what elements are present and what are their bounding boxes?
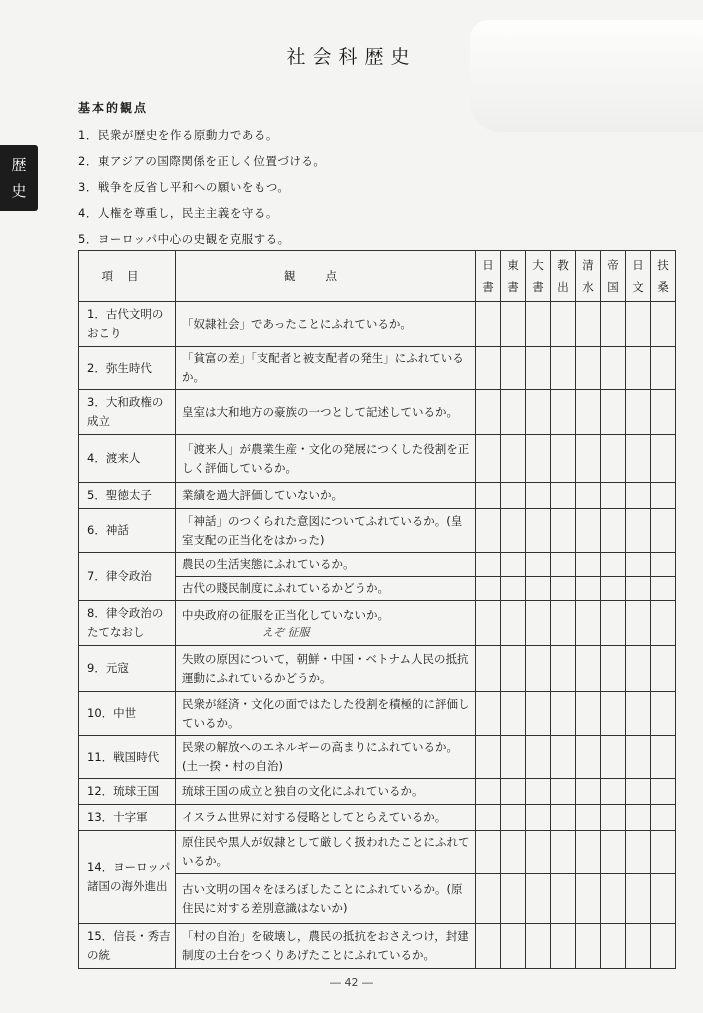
publisher-check-cell [551, 601, 576, 646]
publisher-check-cell [476, 347, 501, 390]
publisher-check-cell [651, 692, 676, 736]
publisher-check-cell [526, 924, 551, 969]
table-row [79, 924, 676, 969]
publisher-check-cell [651, 347, 676, 390]
publisher-check-cell [601, 483, 626, 509]
viewpoint-text: 民衆が経済・文化の面ではたした役割を積極的に評価しているか。 [182, 696, 470, 730]
row-viewpoint-cell [176, 347, 476, 390]
publisher-check-cell [526, 646, 551, 692]
table-row [79, 646, 676, 692]
publisher-check-cell [601, 435, 626, 483]
publisher-check-cell [476, 601, 501, 646]
side-tab-char-2: 史 [11, 182, 27, 200]
publisher-check-cell [476, 779, 501, 805]
publisher-check-cell [601, 509, 626, 553]
principle-item: 3．戦争を反省し平和への願いをもつ。 [78, 180, 290, 194]
publisher-check-cell [626, 805, 651, 831]
publisher-check-cell [551, 692, 576, 736]
row-item-cell: 6．神話 [79, 509, 176, 553]
publisher-check-cell [576, 347, 601, 390]
publisher-check-cell [626, 435, 651, 483]
viewpoint-text: 民衆の解放へのエネルギーの高まりにふれているか。(土一揆・村の自治) [182, 740, 458, 773]
publisher-check-cell [551, 646, 576, 692]
header-publisher: 扶 桑 [651, 251, 676, 302]
publisher-check-cell [651, 646, 676, 692]
publisher-check-cell [551, 924, 576, 969]
publisher-check-cell [651, 924, 676, 969]
table-row [79, 553, 676, 577]
row-item-cell: 9．元寇 [79, 646, 176, 692]
row-viewpoint-cell [176, 390, 476, 435]
publisher-check-cell [476, 577, 501, 601]
publisher-check-cell [501, 302, 526, 347]
row-item-cell: 8．律令政治のたてなおし [79, 601, 176, 646]
publisher-check-cell [651, 553, 676, 577]
publisher-check-cell [601, 347, 626, 390]
publisher-check-cell [551, 509, 576, 553]
publisher-check-cell [651, 435, 676, 483]
publisher-check-cell [601, 646, 626, 692]
publisher-check-cell [476, 483, 501, 509]
publisher-check-cell [626, 736, 651, 779]
publisher-check-cell [601, 577, 626, 601]
row-viewpoint-cell [176, 302, 476, 347]
row-item-cell: 1．古代文明のおこり [79, 302, 176, 347]
publisher-check-cell [526, 302, 551, 347]
publisher-check-cell [601, 601, 626, 646]
publisher-check-cell [526, 390, 551, 435]
header-publisher: 東 書 [501, 251, 526, 302]
viewpoint-text: 「神話」のつくられた意図についてふれているか。(皇室支配の正当化をはかった) [182, 513, 463, 547]
publisher-check-cell [651, 577, 676, 601]
row-item-cell: 13．十字軍 [79, 805, 176, 831]
publisher-check-cell [626, 924, 651, 969]
publisher-check-cell [626, 692, 651, 736]
publisher-check-cell [476, 646, 501, 692]
publisher-check-cell [576, 601, 601, 646]
publisher-check-cell [601, 831, 626, 874]
publisher-check-cell [626, 509, 651, 553]
publisher-check-cell [626, 553, 651, 577]
publisher-check-cell [576, 779, 601, 805]
header-publisher: 日 書 [476, 251, 501, 302]
viewpoint-text: 「村の自治」を破壊し，農民の抵抗をおさえつけ，封建制度の土台をつくりあげたことにふれているか。 [182, 929, 469, 962]
publisher-check-cell [476, 805, 501, 831]
header-publisher: 清 水 [576, 251, 601, 302]
publisher-check-cell [576, 831, 601, 874]
viewpoints-table [78, 250, 676, 969]
publisher-check-cell [601, 692, 626, 736]
publisher-check-cell [526, 805, 551, 831]
publisher-check-cell [651, 736, 676, 779]
row-viewpoint-cell [176, 646, 476, 692]
publisher-check-cell [476, 302, 501, 347]
publisher-check-cell [576, 509, 601, 553]
row-viewpoint-cell [176, 692, 476, 736]
viewpoint-text: 古い文明の国々をほろぼしたことにふれているか。(原住民に対する差別意識はないか) [182, 881, 463, 915]
table-row [79, 692, 676, 736]
publisher-check-cell [626, 302, 651, 347]
viewpoint-text: 古代の賤民制度にふれているかどうか。 [182, 581, 389, 595]
publisher-check-cell [501, 924, 526, 969]
header-item: 項目 [79, 251, 176, 302]
publisher-check-cell [601, 924, 626, 969]
table-row [79, 347, 676, 390]
viewpoint-text: 失敗の原因について，朝鮮・中国・ベトナム人民の抵抗運動にふれているかどうか。 [182, 651, 469, 685]
row-item-cell: 5．聖徳太子 [79, 483, 176, 509]
row-viewpoint-cell [176, 553, 476, 577]
publisher-check-cell [526, 577, 551, 601]
publisher-check-cell [501, 736, 526, 779]
publisher-check-cell [551, 347, 576, 390]
publisher-check-cell [601, 805, 626, 831]
table-row [79, 601, 676, 646]
publisher-check-cell [501, 779, 526, 805]
publisher-check-cell [526, 736, 551, 779]
publisher-check-cell [501, 646, 526, 692]
header-publisher: 日 文 [626, 251, 651, 302]
publisher-check-cell [651, 831, 676, 874]
publisher-check-cell [626, 483, 651, 509]
publisher-check-cell [526, 435, 551, 483]
publisher-check-cell [576, 874, 601, 924]
publisher-check-cell [576, 692, 601, 736]
publisher-check-cell [526, 779, 551, 805]
row-viewpoint-cell [176, 924, 476, 969]
header-publisher: 大 書 [526, 251, 551, 302]
publisher-check-cell [501, 483, 526, 509]
publisher-check-cell [551, 805, 576, 831]
publisher-check-cell [651, 805, 676, 831]
publisher-check-cell [551, 435, 576, 483]
publisher-check-cell [551, 577, 576, 601]
viewpoint-text: イスラム世界に対する侵略としてとらえているか。 [182, 810, 447, 824]
row-item-cell: 10．中世 [79, 692, 176, 736]
publisher-check-cell [476, 874, 501, 924]
page-number: ― 42 ― [330, 976, 373, 989]
publisher-check-cell [576, 302, 601, 347]
row-item-cell: 4．渡来人 [79, 435, 176, 483]
publisher-check-cell [551, 831, 576, 874]
publisher-check-cell [626, 577, 651, 601]
row-viewpoint-cell [176, 779, 476, 805]
publisher-check-cell [501, 509, 526, 553]
side-tab-char-1: 歴 [11, 156, 27, 174]
subject-side-tab [0, 145, 38, 211]
publisher-check-cell [476, 390, 501, 435]
table-row [79, 509, 676, 553]
publisher-check-cell [576, 390, 601, 435]
table-row [79, 779, 676, 805]
principle-item: 2．東アジアの国際関係を正しく位置づける。 [78, 154, 326, 168]
publisher-check-cell [551, 553, 576, 577]
publisher-check-cell [526, 831, 551, 874]
publisher-check-cell [476, 435, 501, 483]
row-item-cell: 14．ヨーロッパ諸国の海外進出 [79, 831, 176, 924]
table-row [79, 390, 676, 435]
handwritten-note: えぞ 征服 [262, 625, 310, 639]
viewpoint-text: 琉球王国の成立と独自の文化にふれているか。 [182, 784, 424, 798]
publisher-check-cell [576, 924, 601, 969]
publisher-check-cell [526, 509, 551, 553]
publisher-check-cell [576, 483, 601, 509]
publisher-check-cell [476, 553, 501, 577]
header-viewpoint: 観点 [176, 251, 476, 302]
publisher-check-cell [501, 347, 526, 390]
viewpoint-text: 「渡来人」が農業生産・文化の発展につくした役割を正しく評価しているか。 [182, 441, 470, 475]
publisher-check-cell [626, 601, 651, 646]
viewpoint-text: 業績を過大評価していないか。 [182, 488, 343, 502]
publisher-check-cell [576, 736, 601, 779]
viewpoint-text: 「奴隷社会」であったことにふれているか。 [182, 316, 412, 331]
publisher-check-cell [651, 483, 676, 509]
publisher-check-cell [651, 779, 676, 805]
row-viewpoint-cell [176, 736, 476, 779]
publisher-check-cell [576, 646, 601, 692]
publisher-check-cell [551, 736, 576, 779]
viewpoint-text: 中央政府の征服を正当化していないか。 [182, 607, 389, 622]
publisher-check-cell [501, 390, 526, 435]
publisher-check-cell [576, 577, 601, 601]
publisher-check-cell [476, 509, 501, 553]
principles-list [78, 122, 325, 252]
publisher-check-cell [651, 874, 676, 924]
publisher-check-cell [601, 874, 626, 924]
principle-item: 5．ヨーロッパ中心の史観を克服する。 [78, 232, 290, 246]
publisher-check-cell [651, 302, 676, 347]
publisher-check-cell [501, 692, 526, 736]
table-header-row [79, 251, 676, 302]
publisher-check-cell [551, 874, 576, 924]
viewpoint-text: 「貧富の差」「支配者と被支配者の発生」にふれているか。 [182, 351, 464, 384]
publisher-check-cell [601, 736, 626, 779]
publisher-check-cell [526, 692, 551, 736]
row-item-cell: 12．琉球王国 [79, 779, 176, 805]
publisher-check-cell [501, 553, 526, 577]
table-row [79, 831, 676, 874]
row-item-cell: 3．大和政権の成立 [79, 390, 176, 435]
table-row [79, 435, 676, 483]
publisher-check-cell [601, 553, 626, 577]
principle-item: 1．民衆が歴史を作る原動力である。 [78, 128, 278, 142]
publisher-check-cell [651, 509, 676, 553]
page-title: 社会科歴史 [286, 46, 417, 68]
viewpoint-text: 農民の生活実態にふれているか。 [182, 557, 355, 571]
publisher-check-cell [476, 831, 501, 874]
publisher-check-cell [626, 831, 651, 874]
row-item-cell: 15．信長・秀吉の統 [79, 924, 176, 969]
table-row [79, 805, 676, 831]
publisher-check-cell [526, 553, 551, 577]
publisher-check-cell [501, 577, 526, 601]
row-viewpoint-cell [176, 483, 476, 509]
row-viewpoint-cell [176, 601, 476, 646]
publisher-check-cell [601, 779, 626, 805]
principle-item: 4．人権を尊重し，民主主義を守る。 [78, 206, 278, 220]
faded-stamp [470, 20, 703, 132]
publisher-check-cell [576, 435, 601, 483]
publisher-check-cell [526, 601, 551, 646]
publisher-check-cell [601, 302, 626, 347]
header-publisher: 教 出 [551, 251, 576, 302]
publisher-check-cell [551, 390, 576, 435]
publisher-check-cell [526, 483, 551, 509]
publisher-check-cell [626, 779, 651, 805]
publisher-check-cell [476, 924, 501, 969]
publisher-check-cell [651, 390, 676, 435]
publisher-check-cell [601, 390, 626, 435]
publisher-check-cell [551, 779, 576, 805]
publisher-check-cell [501, 805, 526, 831]
row-item-cell: 11．戦国時代 [79, 736, 176, 779]
row-item-cell: 2．弥生時代 [79, 347, 176, 390]
row-viewpoint-cell [176, 435, 476, 483]
publisher-check-cell [501, 601, 526, 646]
header-publisher: 帝 国 [601, 251, 626, 302]
publisher-check-cell [626, 646, 651, 692]
publisher-check-cell [551, 302, 576, 347]
table-row [79, 736, 676, 779]
publisher-check-cell [501, 831, 526, 874]
publisher-check-cell [526, 874, 551, 924]
section-heading: 基本的観点 [78, 101, 149, 115]
publisher-check-cell [501, 435, 526, 483]
publisher-check-cell [626, 874, 651, 924]
viewpoint-text: 皇室は大和地方の豪族の一つとして記述しているか。 [182, 404, 458, 419]
table-row [79, 483, 676, 509]
viewpoint-text: 原住民や黒人が奴隷として厳しく扱われたことにふれているか。 [182, 835, 470, 868]
row-viewpoint-cell [176, 805, 476, 831]
publisher-check-cell [626, 390, 651, 435]
publisher-check-cell [576, 805, 601, 831]
row-item-cell: 7．律令政治 [79, 553, 176, 601]
publisher-check-cell [551, 483, 576, 509]
publisher-check-cell [476, 736, 501, 779]
publisher-check-cell [576, 553, 601, 577]
publisher-check-cell [626, 347, 651, 390]
row-viewpoint-cell [176, 831, 476, 874]
publisher-check-cell [476, 692, 501, 736]
publisher-check-cell [526, 347, 551, 390]
table-body [79, 302, 676, 969]
row-viewpoint-cell [176, 874, 476, 924]
row-viewpoint-cell [176, 577, 476, 601]
publisher-check-cell [501, 874, 526, 924]
row-viewpoint-cell [176, 509, 476, 553]
table-row [79, 302, 676, 347]
publisher-check-cell [651, 601, 676, 646]
